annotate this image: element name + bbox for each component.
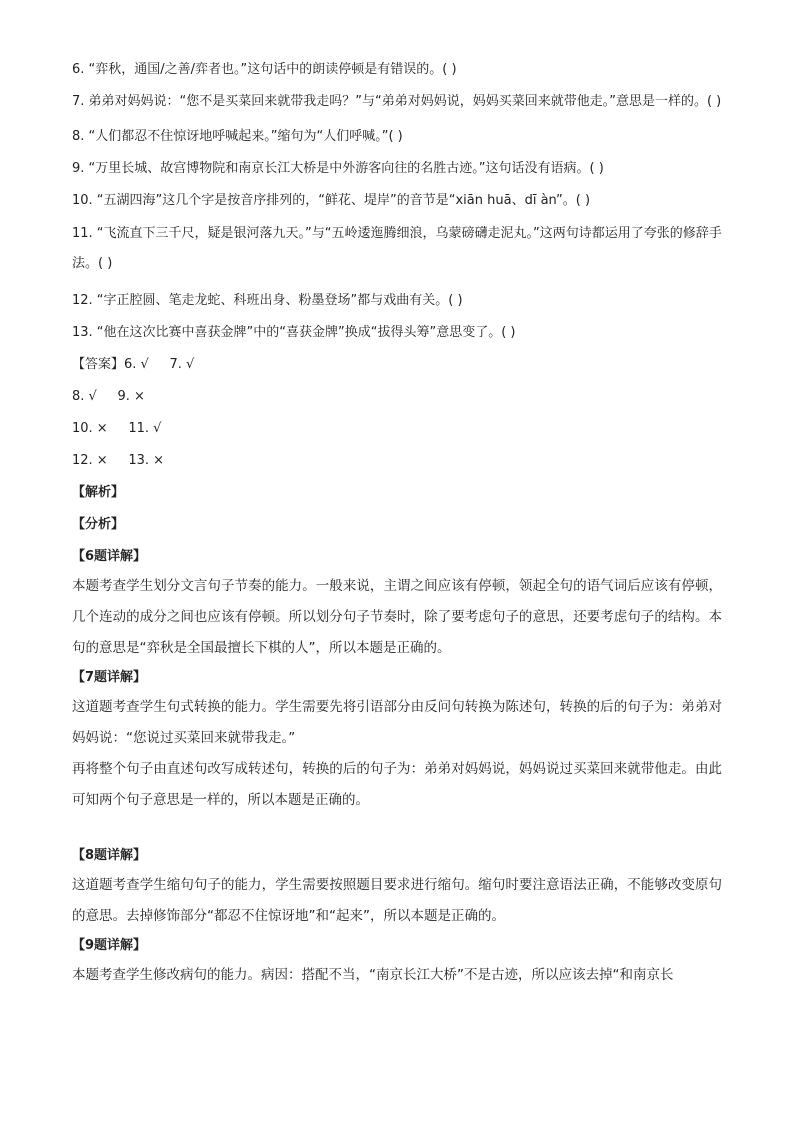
detail-7-heading: 【7题详解】 xyxy=(72,670,147,685)
detail-7-text-2: 再将整个句子由直述句改写成转述句，转换的后的句子为：弟弟对妈妈说，妈妈说过买菜回来就带他走。由此可知两个句子意思是一样的，所以本题是正确的。 xyxy=(72,761,722,808)
detail-6-text: 本题考查学生划分文言句子节奏的能力。一般来说，主谓之间应该有停顿，领起全句的语气词后应该有停顿，几个连动的成分之间也应该有停顿。所以划分句子节奏时，除了要考虑句子的意思，还要考虑句子的结构。本句的意思是“弈秋是全国最擅长下棋的人”，所以本题是正确的。 xyxy=(72,578,722,656)
question-7: 7. 弟弟对妈妈说：“您不是买菜回来就带我走吗？”与“弟弟对妈妈说，妈妈买菜回来就带他走。”意思是一样的。( ) xyxy=(72,94,722,109)
detail-9-heading: 【9题详解】 xyxy=(72,938,147,953)
answer-values: 6. √ 7. √ xyxy=(124,357,195,372)
question-8: 8. “人们都忍不住惊讶地呼喊起来。”缩句为“人们呼喊。”( ) xyxy=(72,129,403,144)
detail-8-text: 这道题考查学生缩句句子的能力，学生需要按照题目要求进行缩句。缩句时要注意语法正确，不能够改变原句的意思。去掉修饰部分“都忍不住惊讶地”和“起来”，所以本题是正确的。 xyxy=(72,877,722,924)
fenxi-heading: 【分析】 xyxy=(72,517,125,532)
question-12: 12. “字正腔圆、笔走龙蛇、科班出身、粉墨登场”都与戏曲有关。( ) xyxy=(72,293,463,308)
analysis-heading: 【解析】 xyxy=(72,485,125,500)
answer-row-1 xyxy=(72,355,722,375)
document-page xyxy=(72,60,722,991)
answer-row-4: 12. × 13. × xyxy=(72,453,165,468)
detail-6-heading: 【6题详解】 xyxy=(72,549,147,564)
question-6: 6. “弈秋，通国/之善/弈者也。”这句话中的朗读停顿是有错误的。( ) xyxy=(72,62,457,77)
answer-label: 【答案】 xyxy=(72,357,125,372)
question-10: 10. “五湖四海”这几个字是按音序排列的，“鲜花、堤岸”的音节是“xiān huā、dī àn”。( ) xyxy=(72,193,591,208)
detail-7-text-1: 这道题考查学生句式转换的能力。学生需要先将引语部分由反问句转换为陈述句，转换的后的句子为：弟弟对妈妈说：“您说过买菜回来就带我走。” xyxy=(72,699,722,746)
question-13: 13. “他在这次比赛中喜获金牌”中的“喜获金牌”换成“拔得头筹”意思变了。( ) xyxy=(72,325,516,340)
detail-8-heading: 【8题详解】 xyxy=(72,848,147,863)
question-9: 9. “万里长城、故宫博物院和南京长江大桥是中外游客向往的名胜古迹。”这句话没有语病。( ) xyxy=(72,161,604,176)
question-11: 11. “飞流直下三千尺，疑是银河落九天。”与“五岭逶迤腾细浪，乌蒙磅礴走泥丸。”这两句诗都运用了夸张的修辞手法。( ) xyxy=(72,226,722,271)
detail-9-text: 本题考查学生修改病句的能力。病因：搭配不当，“南京长江大桥”不是古迹，所以应该去掉“和南京长 xyxy=(72,967,674,983)
answer-row-2: 8. √ 9. × xyxy=(72,389,145,404)
spacer xyxy=(72,816,722,846)
answer-row-3: 10. × 11. √ xyxy=(72,421,162,436)
